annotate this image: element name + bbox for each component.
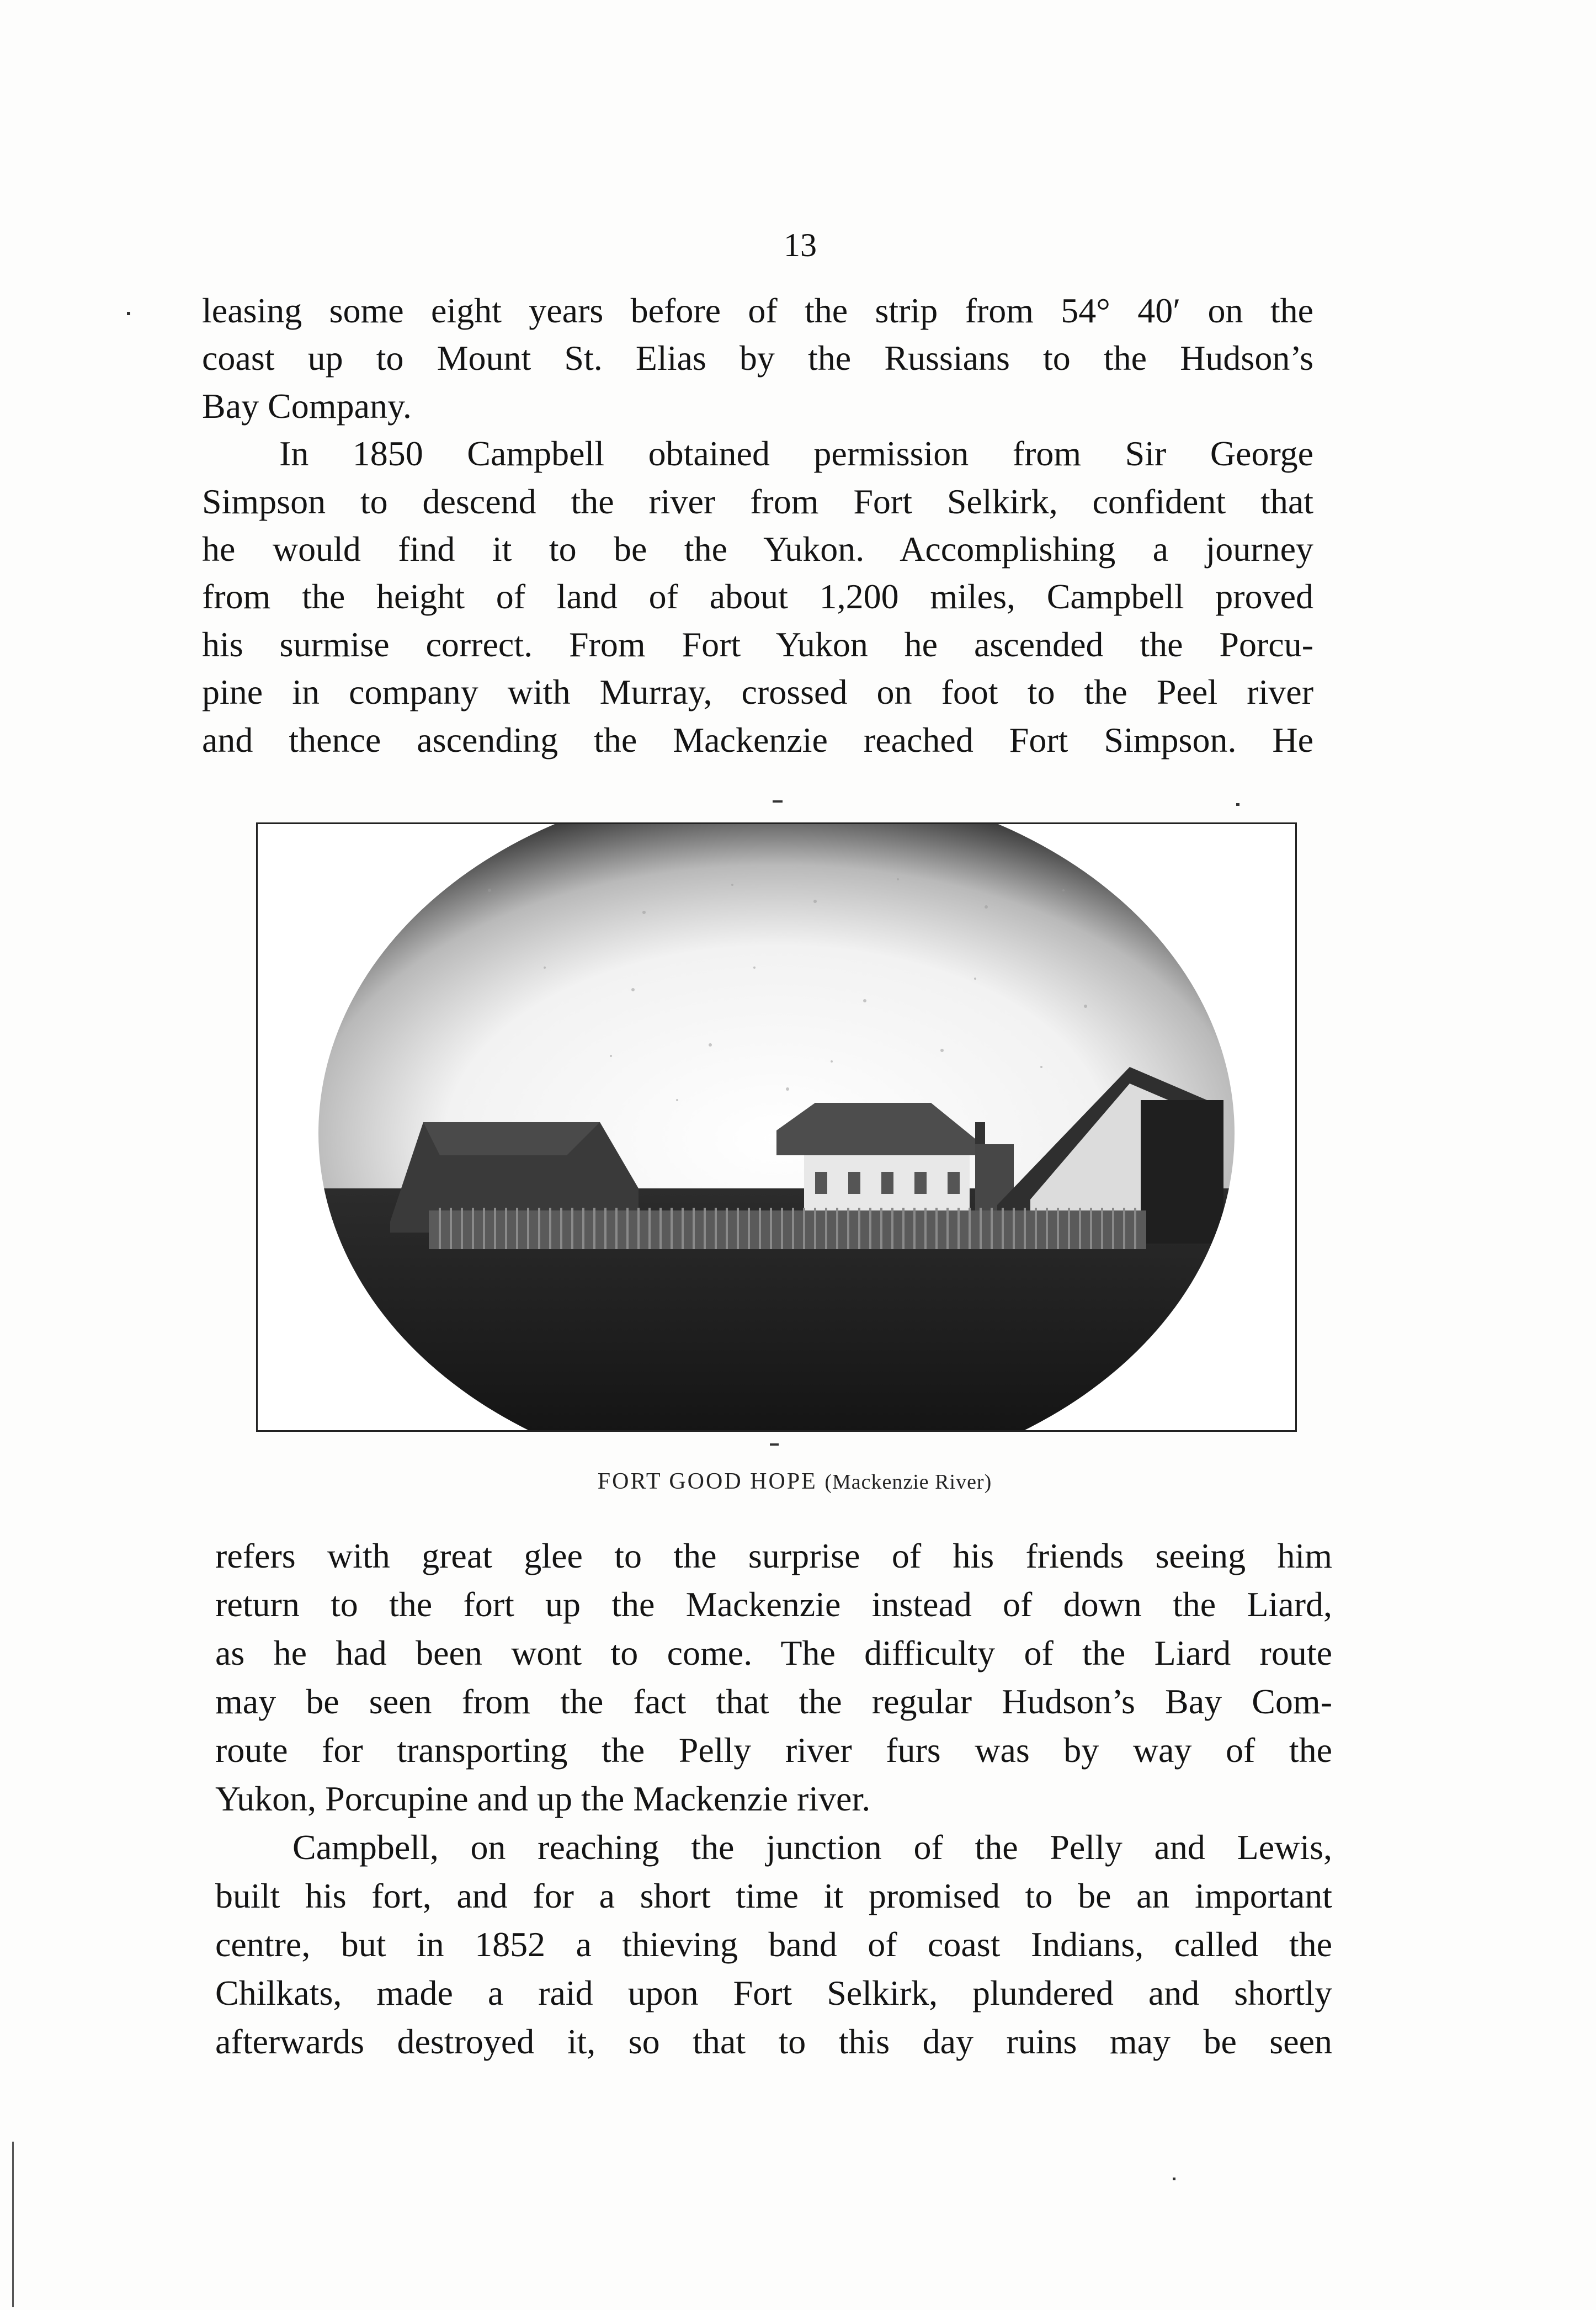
text-line: centre, but in 1852 a thieving band of coast Indians, called the xyxy=(215,1925,1332,1964)
text-line: may be seen from the fact that the regular Hudson’s Bay Com- xyxy=(215,1682,1332,1721)
text-line: Bay Company. xyxy=(202,386,412,426)
text-line: leasing some eight years before of the strip from 54° 40′ on the xyxy=(202,291,1313,330)
text-line: coast up to Mount St. Elias by the Russians to the Hudson’s xyxy=(202,338,1313,378)
text-line: Chilkats, made a raid upon Fort Selkirk, plundered and shortly xyxy=(215,1973,1332,2012)
scan-edge-line xyxy=(12,2142,14,2307)
text-line: route for transporting the Pelly river furs was by way of the xyxy=(215,1730,1332,1770)
text-line: afterwards destroyed it, so that to this day ruins may be seen xyxy=(215,2022,1332,2061)
text-line: pine in company with Murray, crossed on foot to the Peel river xyxy=(202,672,1313,712)
page-number: 13 xyxy=(784,227,817,263)
scan-speck xyxy=(1173,2178,1175,2180)
scan-speck xyxy=(1236,803,1239,806)
text-line: he would find it to be the Yukon. Accomplishing a journey xyxy=(202,529,1313,569)
figure-caption xyxy=(430,1468,1159,1495)
scan-speck xyxy=(127,312,130,315)
scan-speck xyxy=(770,1443,779,1446)
text-line: his surmise correct. From Fort Yukon he ascended the Porcu- xyxy=(202,624,1313,664)
text-line: return to the fort up the Mackenzie instead of down the Liard, xyxy=(215,1585,1332,1624)
text-line: Simpson to descend the river from Fort Selkirk, confident that xyxy=(202,481,1313,521)
bottom-paragraph xyxy=(215,1532,1332,2066)
text-line: refers with great glee to the surprise of his friends seeing him xyxy=(215,1536,1332,1575)
caption-title: FORT GOOD HOPE xyxy=(597,1469,817,1494)
text-line: Campbell, on reaching the junction of the Pelly and Lewis, xyxy=(292,1828,1332,1867)
text-line: and thence ascending the Mackenzie reached Fort Simpson. He xyxy=(202,720,1313,760)
caption-subtitle: (Mackenzie River) xyxy=(824,1470,992,1494)
scan-speck xyxy=(773,800,783,803)
text-line: In 1850 Campbell obtained permission from Sir George xyxy=(279,434,1313,474)
top-paragraph xyxy=(202,287,1313,764)
fort-good-hope-illustration xyxy=(258,824,1295,1430)
text-line: Yukon, Porcupine and up the Mackenzie river. xyxy=(215,1779,871,1818)
text-line: built his fort, and for a short time it promised to be an important xyxy=(215,1876,1332,1915)
fort-photograph xyxy=(256,822,1297,1432)
text-line: from the height of land of about 1,200 miles, Campbell proved xyxy=(202,577,1313,617)
text-line: as he had been wont to come. The difficulty of the Liard route xyxy=(215,1633,1332,1672)
